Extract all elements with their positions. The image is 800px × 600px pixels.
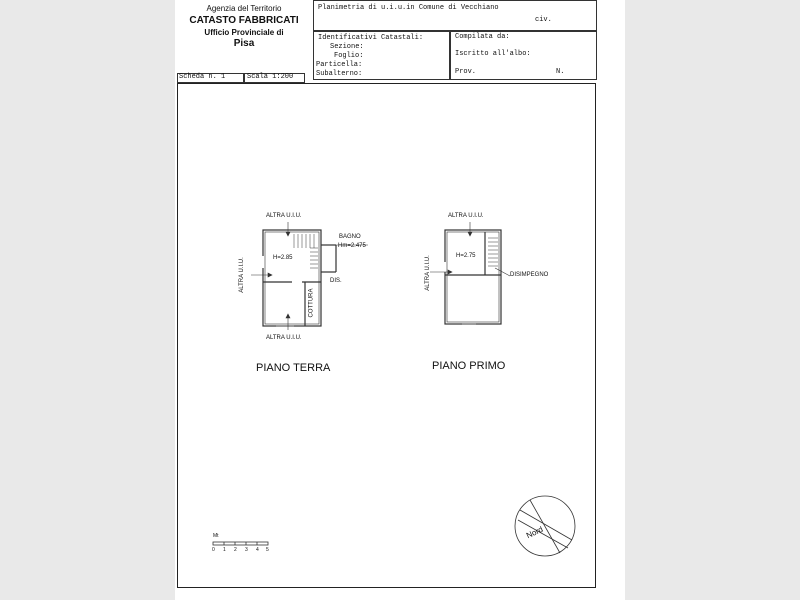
scala-label: Scala 1:200	[247, 73, 294, 81]
prov-label: Prov.	[455, 68, 477, 76]
scale-tick-0: 0	[212, 547, 215, 553]
particella-label: Particella:	[316, 61, 363, 69]
terra-dis: DIS.	[330, 278, 342, 284]
office-name: Ufficio Provinciale di	[204, 28, 284, 37]
foglio-label: Foglio:	[334, 52, 364, 60]
sezione-label: Sezione:	[330, 43, 364, 51]
terra-altra-left: ALTRA U.I.U.	[238, 257, 245, 293]
terra-cottura: COTTURA	[308, 288, 315, 318]
scale-tick-4: 4	[256, 547, 259, 553]
piano-terra-arrows	[251, 222, 290, 330]
terra-altra-top: ALTRA U.I.U.	[266, 213, 302, 219]
planimetria-title: Planimetria di u.i.u.in Comune di Vecchiano	[318, 4, 499, 12]
terra-altra-bottom: ALTRA U.I.U.	[266, 335, 302, 341]
catasto-title: CATASTO FABBRICATI	[189, 15, 299, 26]
piano-terra-stairs	[294, 234, 318, 268]
primo-altra-top: ALTRA U.I.U.	[448, 213, 484, 219]
scale-tick-5: 5	[266, 547, 269, 553]
civ-label: civ.	[535, 16, 552, 24]
piano-primo-walls	[445, 230, 501, 324]
piano-primo-openings	[445, 230, 476, 324]
scale-bar	[213, 542, 268, 545]
compilata-label: Compilata da:	[455, 33, 510, 41]
primo-altra-left: ALTRA U.I.U.	[424, 255, 431, 291]
compass-icon	[515, 496, 575, 556]
primo-disimpegno: DISIMPEGNO	[510, 272, 549, 278]
terra-hm: Hm=2.475	[338, 243, 366, 249]
terra-bagno: BAGNO	[339, 234, 361, 240]
agency-name: Agenzia del Territorio	[206, 4, 282, 13]
scale-tick-1: 1	[223, 547, 226, 553]
piano-primo-title: PIANO PRIMO	[432, 360, 506, 372]
piano-terra-title: PIANO TERRA	[256, 362, 331, 374]
scale-unit: Mt	[213, 533, 219, 539]
identificativi-title: Identificativi Catastali:	[318, 34, 424, 42]
piano-terra-openings	[263, 230, 302, 326]
primo-h: H=2.75	[456, 253, 476, 259]
scheda-label: Scheda n. 1	[179, 73, 226, 81]
piano-primo-stairs	[488, 238, 498, 266]
scale-tick-3: 3	[245, 547, 248, 553]
numero-label: N.	[556, 68, 565, 76]
subalterno-label: Subalterno:	[316, 70, 363, 78]
scale-tick-2: 2	[234, 547, 237, 553]
office-city: Pisa	[233, 38, 255, 49]
terra-h: H=2.85	[273, 255, 293, 261]
compass-label: Nord	[524, 524, 545, 541]
iscritto-label: Iscritto all'albo:	[455, 50, 531, 58]
